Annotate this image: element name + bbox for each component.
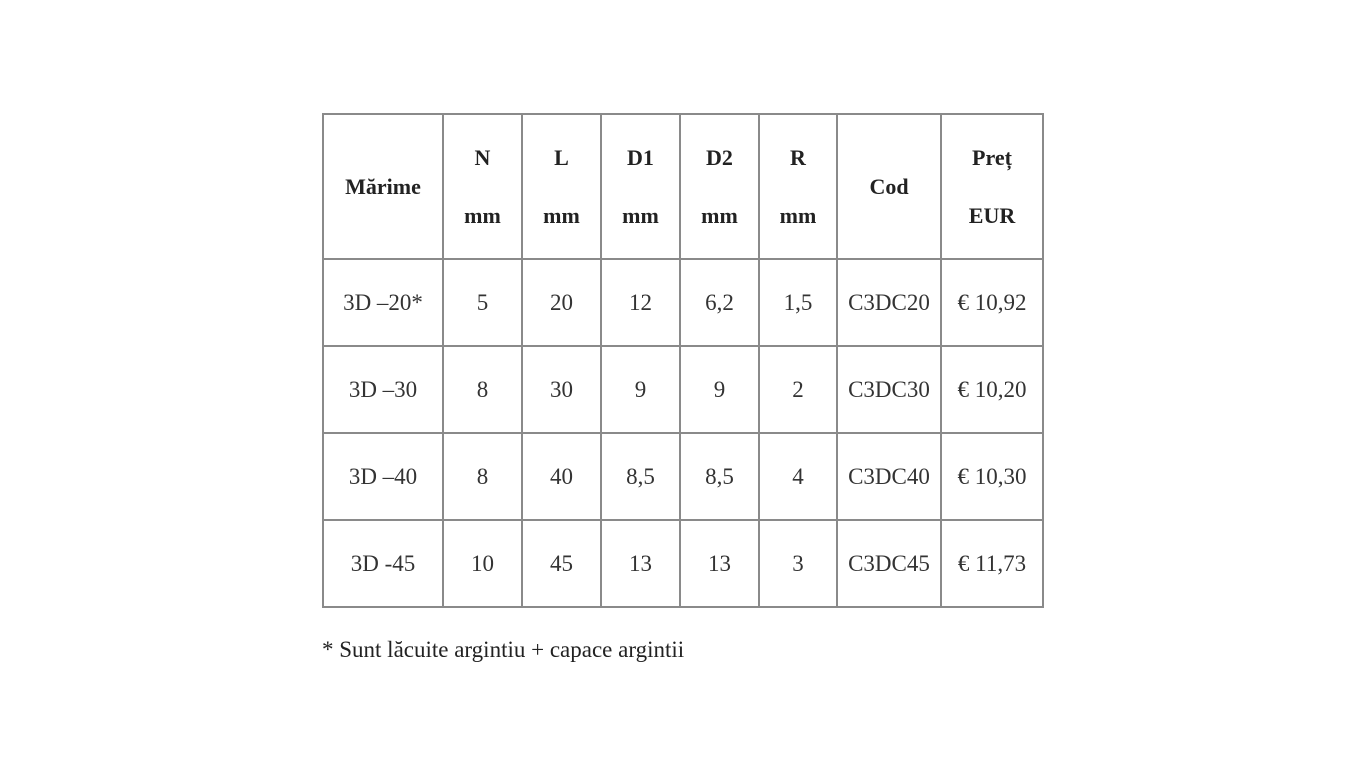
cell-size: 3D -45: [323, 520, 443, 607]
table-row: [323, 259, 1043, 346]
cell-d1: 9: [601, 346, 680, 433]
cell-r: 2: [759, 346, 837, 433]
cell-d1: 8,5: [601, 433, 680, 520]
cell-d2: 9: [680, 346, 759, 433]
cell-code: C3DC40: [837, 433, 941, 520]
table-row: [323, 433, 1043, 520]
footnote: * Sunt lăcuite argintiu + capace argintii: [322, 637, 685, 662]
header-d1: D1 mm: [601, 114, 680, 259]
cell-size: 3D –20*: [323, 259, 443, 346]
cell-size: 3D –40: [323, 433, 443, 520]
cell-l: 30: [522, 346, 601, 433]
cell-l: 45: [522, 520, 601, 607]
header-size: Mărime: [323, 114, 443, 259]
cell-size: 3D –30: [323, 346, 443, 433]
header-code: Cod: [837, 114, 941, 259]
cell-price: € 11,73: [941, 520, 1043, 607]
cell-l: 20: [522, 259, 601, 346]
header-n: N mm: [443, 114, 522, 259]
header-d2: D2 mm: [680, 114, 759, 259]
header-l: L mm: [522, 114, 601, 259]
cell-code: C3DC45: [837, 520, 941, 607]
cell-r: 1,5: [759, 259, 837, 346]
price-table: [322, 113, 1044, 608]
table-row: [323, 520, 1043, 607]
cell-r: 4: [759, 433, 837, 520]
cell-d2: 6,2: [680, 259, 759, 346]
cell-price: € 10,92: [941, 259, 1043, 346]
cell-code: C3DC30: [837, 346, 941, 433]
cell-d2: 13: [680, 520, 759, 607]
cell-n: 10: [443, 520, 522, 607]
cell-n: 8: [443, 433, 522, 520]
cell-price: € 10,20: [941, 346, 1043, 433]
cell-l: 40: [522, 433, 601, 520]
cell-price: € 10,30: [941, 433, 1043, 520]
cell-r: 3: [759, 520, 837, 607]
cell-d2: 8,5: [680, 433, 759, 520]
cell-n: 5: [443, 259, 522, 346]
table-header-row: [323, 114, 1043, 259]
cell-code: C3DC20: [837, 259, 941, 346]
table-row: [323, 346, 1043, 433]
cell-d1: 12: [601, 259, 680, 346]
cell-n: 8: [443, 346, 522, 433]
cell-d1: 13: [601, 520, 680, 607]
header-price: Preț EUR: [941, 114, 1043, 259]
header-r: R mm: [759, 114, 837, 259]
